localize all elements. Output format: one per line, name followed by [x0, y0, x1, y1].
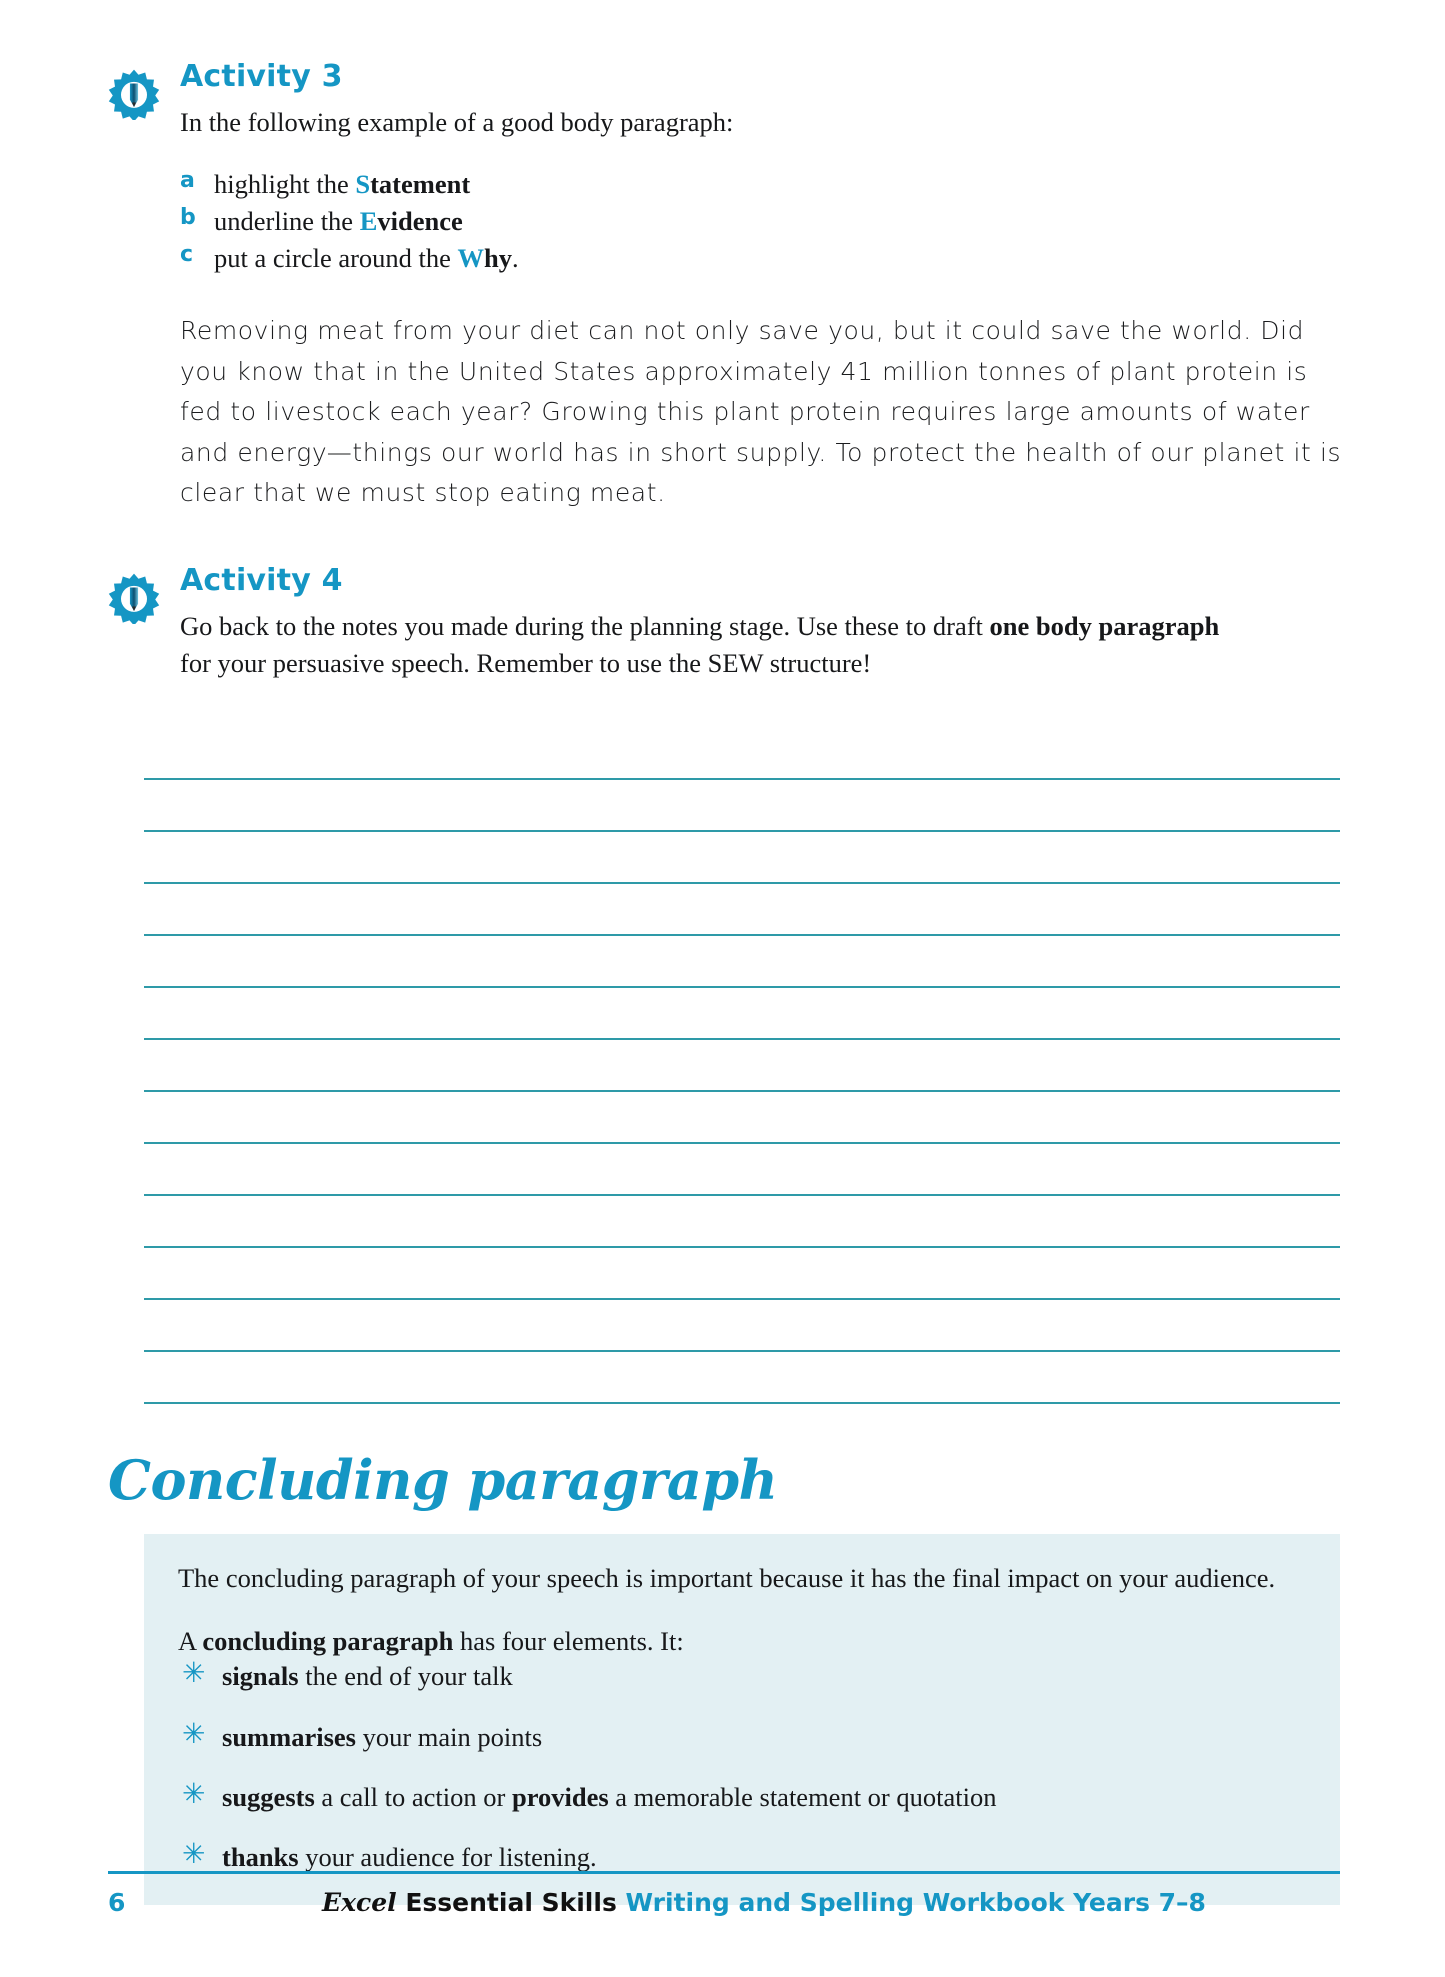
list-item — [180, 203, 1340, 240]
concluding-lead-text — [178, 1623, 1306, 1660]
list-item-cap: W — [457, 243, 485, 274]
list-item-pre: put a circle around the — [214, 243, 458, 274]
list-item — [180, 240, 1340, 277]
writing-line[interactable] — [144, 1300, 1340, 1352]
list-item-rest: the end of your talk — [298, 1661, 513, 1692]
activity-3-block — [108, 59, 1342, 514]
activity-4-block — [108, 562, 1340, 682]
activity-4-title: Activity 4 — [180, 562, 343, 598]
footer-brand: Excel — [322, 1888, 397, 1917]
sample-body-paragraph: Removing meat from your diet can not only save you, but it could save the world. Did you know that in the United States approximately 41 million tonnes of plant protein is fed to livestock each year? Growing this plant protein requires large amounts of water and energy—things our world has in short supply. To protect the health of our planet it is clear that we must stop eating meat. — [180, 316, 1342, 508]
list-marker: a — [180, 168, 195, 194]
writing-line[interactable] — [144, 1248, 1340, 1300]
list-item-cap: E — [359, 206, 378, 237]
footer-divider — [108, 1871, 1340, 1874]
writing-line[interactable] — [144, 936, 1340, 988]
list-item — [178, 1780, 1306, 1814]
activity-3-intro: In the following example of a good body paragraph: — [180, 107, 734, 137]
concluding-lead-post: has four elements. It: — [453, 1625, 684, 1656]
concluding-paragraph-info-box — [144, 1534, 1340, 1905]
list-item-rest2: a memorable statement or quotation — [608, 1782, 997, 1812]
gear-pencil-icon — [108, 572, 160, 624]
activity-4-text-bold: one body paragraph — [989, 610, 1220, 641]
writing-line[interactable] — [144, 884, 1340, 936]
list-item — [178, 1659, 1306, 1693]
list-marker: c — [180, 242, 194, 268]
writing-line[interactable] — [144, 1040, 1340, 1092]
activity-4-text-part1: Go back to the notes you made during the planning stage. Use these to draft — [180, 610, 990, 641]
star-bullet-icon: ✳ — [182, 1658, 206, 1690]
writing-line[interactable] — [144, 1196, 1340, 1248]
list-item-rest: vidence — [377, 206, 463, 237]
footer-book-title — [228, 1888, 1340, 1917]
footer-middle: Essential Skills — [396, 1888, 626, 1917]
activity-3-steps-list — [180, 166, 1340, 277]
concluding-intro-text: The concluding paragraph of your speech is important because it has the final impact on your audience. — [178, 1563, 1276, 1593]
footer-row — [108, 1888, 1340, 1917]
concluding-elements-list — [178, 1659, 1306, 1875]
activity-4-instructions — [180, 608, 1240, 682]
writing-line[interactable] — [144, 1092, 1340, 1144]
activity-3-title: Activity 3 — [180, 59, 343, 94]
list-item-bold: signals — [222, 1661, 299, 1692]
list-item-rest: hy — [484, 243, 513, 274]
writing-line[interactable] — [144, 728, 1340, 780]
list-item — [178, 1720, 1306, 1754]
concluding-lead-pre: A — [178, 1625, 203, 1656]
list-item-post: . — [512, 243, 519, 274]
page-number: 6 — [108, 1888, 126, 1917]
list-marker: b — [180, 205, 196, 231]
gear-pencil-icon — [108, 68, 160, 120]
footer-series: Writing and Spelling Workbook Years 7–8 — [625, 1888, 1206, 1917]
page-content — [108, 59, 1342, 1905]
writing-line[interactable] — [144, 780, 1340, 832]
writing-line[interactable] — [144, 1144, 1340, 1196]
writing-line[interactable] — [144, 1352, 1340, 1404]
list-item-pre: highlight the — [214, 169, 356, 200]
list-item-rest: your audience for listening. — [298, 1842, 597, 1873]
list-item-bold: thanks — [222, 1842, 299, 1873]
page-footer — [108, 1871, 1340, 1917]
list-item-rest: tatement — [370, 169, 471, 200]
star-bullet-icon: ✳ — [182, 1779, 206, 1810]
list-item-rest: your main points — [355, 1721, 543, 1752]
list-item-bold: suggests — [222, 1782, 315, 1812]
concluding-lead-bold: concluding paragraph — [202, 1625, 454, 1656]
section-heading-concluding-paragraph: Concluding paragraph — [108, 1448, 778, 1512]
star-bullet-icon: ✳ — [182, 1718, 206, 1750]
activity-4-text-part2: for your persuasive speech. Remember to use the SEW structure! — [180, 647, 872, 678]
list-item-pre: underline the — [214, 206, 360, 237]
list-item-cap: S — [355, 169, 371, 200]
list-item-rest: a call to action or — [314, 1782, 512, 1812]
answer-writing-lines[interactable] — [144, 728, 1340, 1404]
list-item — [180, 166, 1340, 203]
list-item-bold: summarises — [222, 1721, 356, 1752]
star-bullet-icon: ✳ — [182, 1839, 206, 1871]
list-item-bold2: provides — [511, 1782, 609, 1812]
list-item — [178, 1840, 1306, 1874]
writing-line[interactable] — [144, 988, 1340, 1040]
writing-line[interactable] — [144, 832, 1340, 884]
